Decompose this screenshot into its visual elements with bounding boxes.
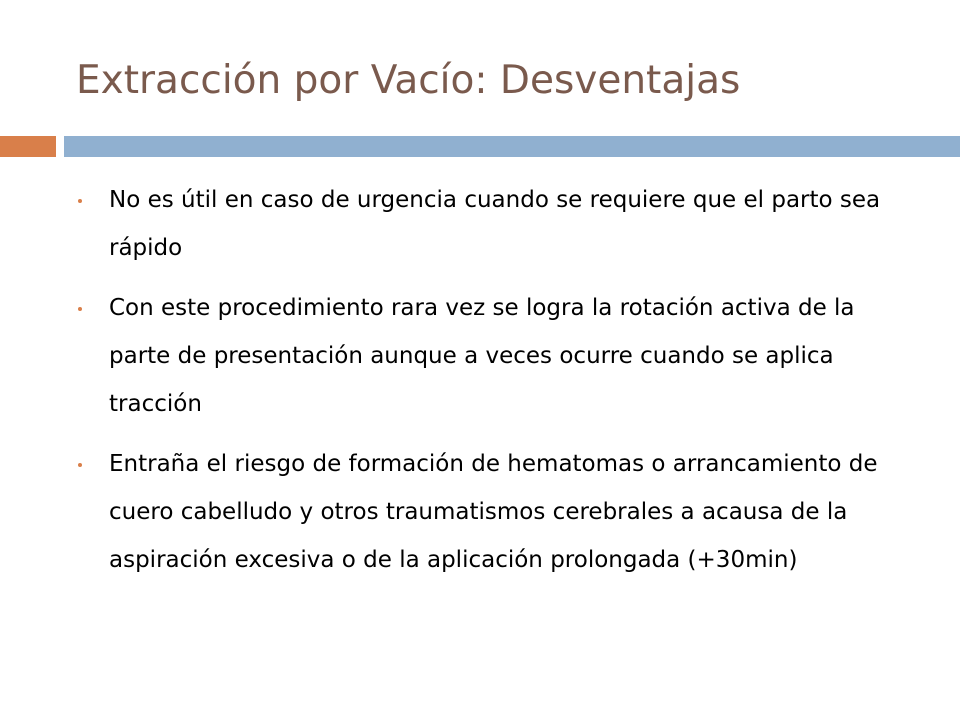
bullet-text: Con este procedimiento rara vez se logra la rotación activa de la parte de presentación aunque a veces ocurre cuando se aplica tracción [109,295,855,417]
bullet-text: No es útil en caso de urgencia cuando se requiere que el parto sea rápido [109,187,881,261]
title-accent-bar [0,136,56,157]
bullet-item [78,176,908,272]
bullet-marker-icon [78,463,82,467]
bullet-marker-icon [78,199,82,203]
bullet-item [78,440,908,584]
bullet-text: Entraña el riesgo de formación de hematomas o arrancamiento de cuero cabelludo y otros traumatismos cerebrales a acausa de la aspiración excesiva o de la aplicación prolongada (+30min) [109,451,878,573]
slide-title: Extracción por Vacío: Desventajas [76,58,741,103]
bullet-list [78,176,908,596]
bullet-item [78,284,908,428]
title-divider-bar [64,136,960,157]
bullet-marker-icon [78,307,82,311]
